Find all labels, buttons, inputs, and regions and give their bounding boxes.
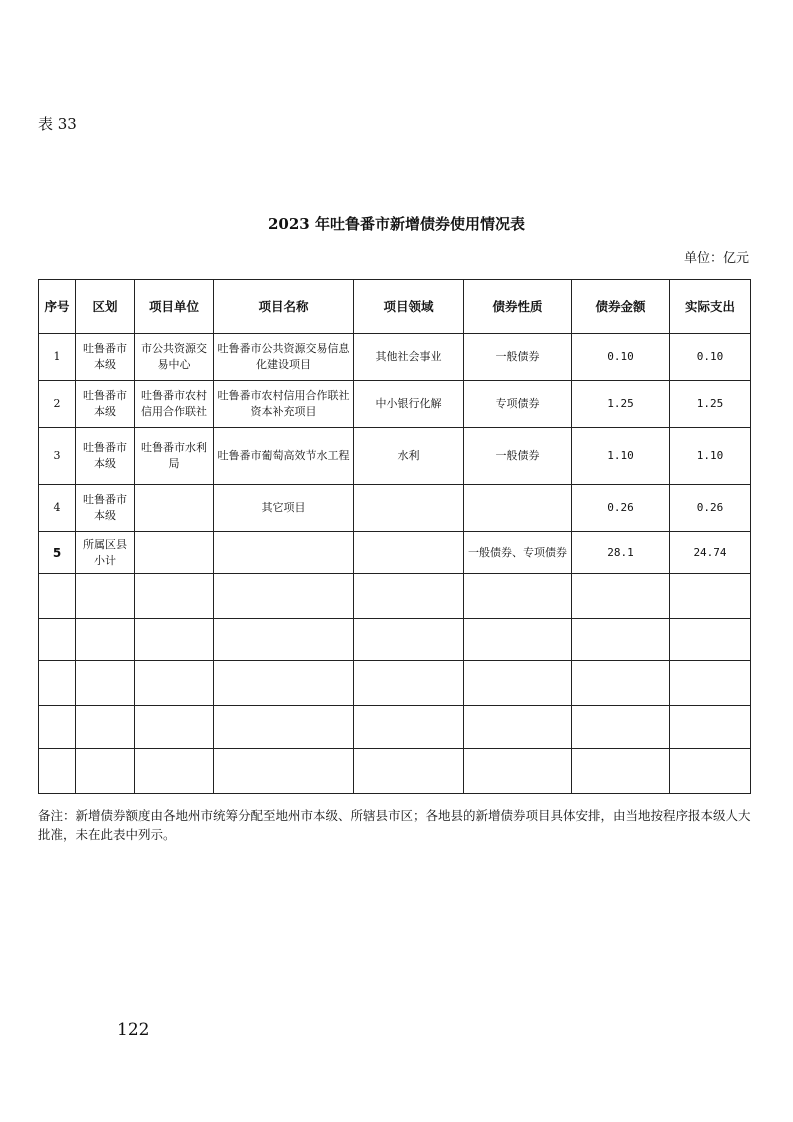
cell-district: 吐鲁番市本级	[76, 334, 135, 381]
cell-actual: 0.26	[670, 485, 751, 532]
header-unit: 项目单位	[135, 280, 214, 334]
cell-field: 中小银行化解	[354, 381, 464, 428]
cell-unit: 市公共资源交易中心	[135, 334, 214, 381]
cell-seq: 3	[39, 428, 76, 485]
cell-actual: 24.74	[670, 532, 751, 574]
cell-amount: 1.25	[572, 381, 670, 428]
page-title: 2023 年吐鲁番市新增债券使用情况表	[268, 215, 525, 233]
cell-amount: 28.1	[572, 532, 670, 574]
cell-project-name: 吐鲁番市公共资源交易信息化建设项目	[214, 334, 354, 381]
remark-note: 备注：新增债券额度由各地州市统筹分配至地州市本级、所辖县市区；各地县的新增债券项目具体安排，由当地按程序报本级人大批准，未在此表中列示。	[38, 808, 751, 842]
table-row	[39, 532, 751, 574]
header-nature: 债券性质	[464, 280, 572, 334]
cell-unit: 吐鲁番市农村信用合作联社	[135, 381, 214, 428]
cell-seq: 1	[39, 334, 76, 381]
header-seq: 序号	[39, 280, 76, 334]
cell-unit: 吐鲁番市水利局	[135, 428, 214, 485]
cell-project-name: 吐鲁番市农村信用合作联社资本补充项目	[214, 381, 354, 428]
cell-amount: 0.26	[572, 485, 670, 532]
empty-row	[39, 574, 751, 619]
cell-actual: 1.25	[670, 381, 751, 428]
table-row	[39, 334, 751, 381]
cell-field: 其他社会事业	[354, 334, 464, 381]
cell-nature: 专项债券	[464, 381, 572, 428]
bond-usage-table	[38, 279, 751, 794]
table-header-row	[39, 280, 751, 334]
cell-amount: 0.10	[572, 334, 670, 381]
cell-amount: 1.10	[572, 428, 670, 485]
cell-seq: 4	[39, 485, 76, 532]
empty-row	[39, 661, 751, 706]
cell-seq: 5	[39, 532, 76, 574]
cell-project-name	[214, 532, 354, 574]
table-label: 表 33	[38, 115, 77, 133]
cell-district: 吐鲁番市本级	[76, 381, 135, 428]
cell-field: 水利	[354, 428, 464, 485]
cell-district: 吐鲁番市本级	[76, 485, 135, 532]
cell-nature: 一般债券、专项债券	[464, 532, 572, 574]
table-row	[39, 381, 751, 428]
cell-field	[354, 485, 464, 532]
cell-actual: 0.10	[670, 334, 751, 381]
cell-district: 吐鲁番市本级	[76, 428, 135, 485]
cell-unit	[135, 532, 214, 574]
empty-row	[39, 619, 751, 661]
header-actual: 实际支出	[670, 280, 751, 334]
table-row	[39, 485, 751, 532]
cell-actual: 1.10	[670, 428, 751, 485]
cell-project-name: 吐鲁番市葡萄高效节水工程	[214, 428, 354, 485]
unit-label: 单位：亿元	[683, 251, 749, 266]
header-amount: 债券金额	[572, 280, 670, 334]
header-field: 项目领域	[354, 280, 464, 334]
cell-district: 所属区县小计	[76, 532, 135, 574]
empty-row	[39, 749, 751, 794]
header-project-name: 项目名称	[214, 280, 354, 334]
cell-nature: 一般债券	[464, 334, 572, 381]
cell-unit	[135, 485, 214, 532]
cell-seq: 2	[39, 381, 76, 428]
cell-nature	[464, 485, 572, 532]
cell-field	[354, 532, 464, 574]
cell-nature: 一般债券	[464, 428, 572, 485]
page-number: 122	[117, 1020, 150, 1040]
header-district: 区划	[76, 280, 135, 334]
empty-row	[39, 706, 751, 749]
cell-project-name: 其它项目	[214, 485, 354, 532]
table-row	[39, 428, 751, 485]
